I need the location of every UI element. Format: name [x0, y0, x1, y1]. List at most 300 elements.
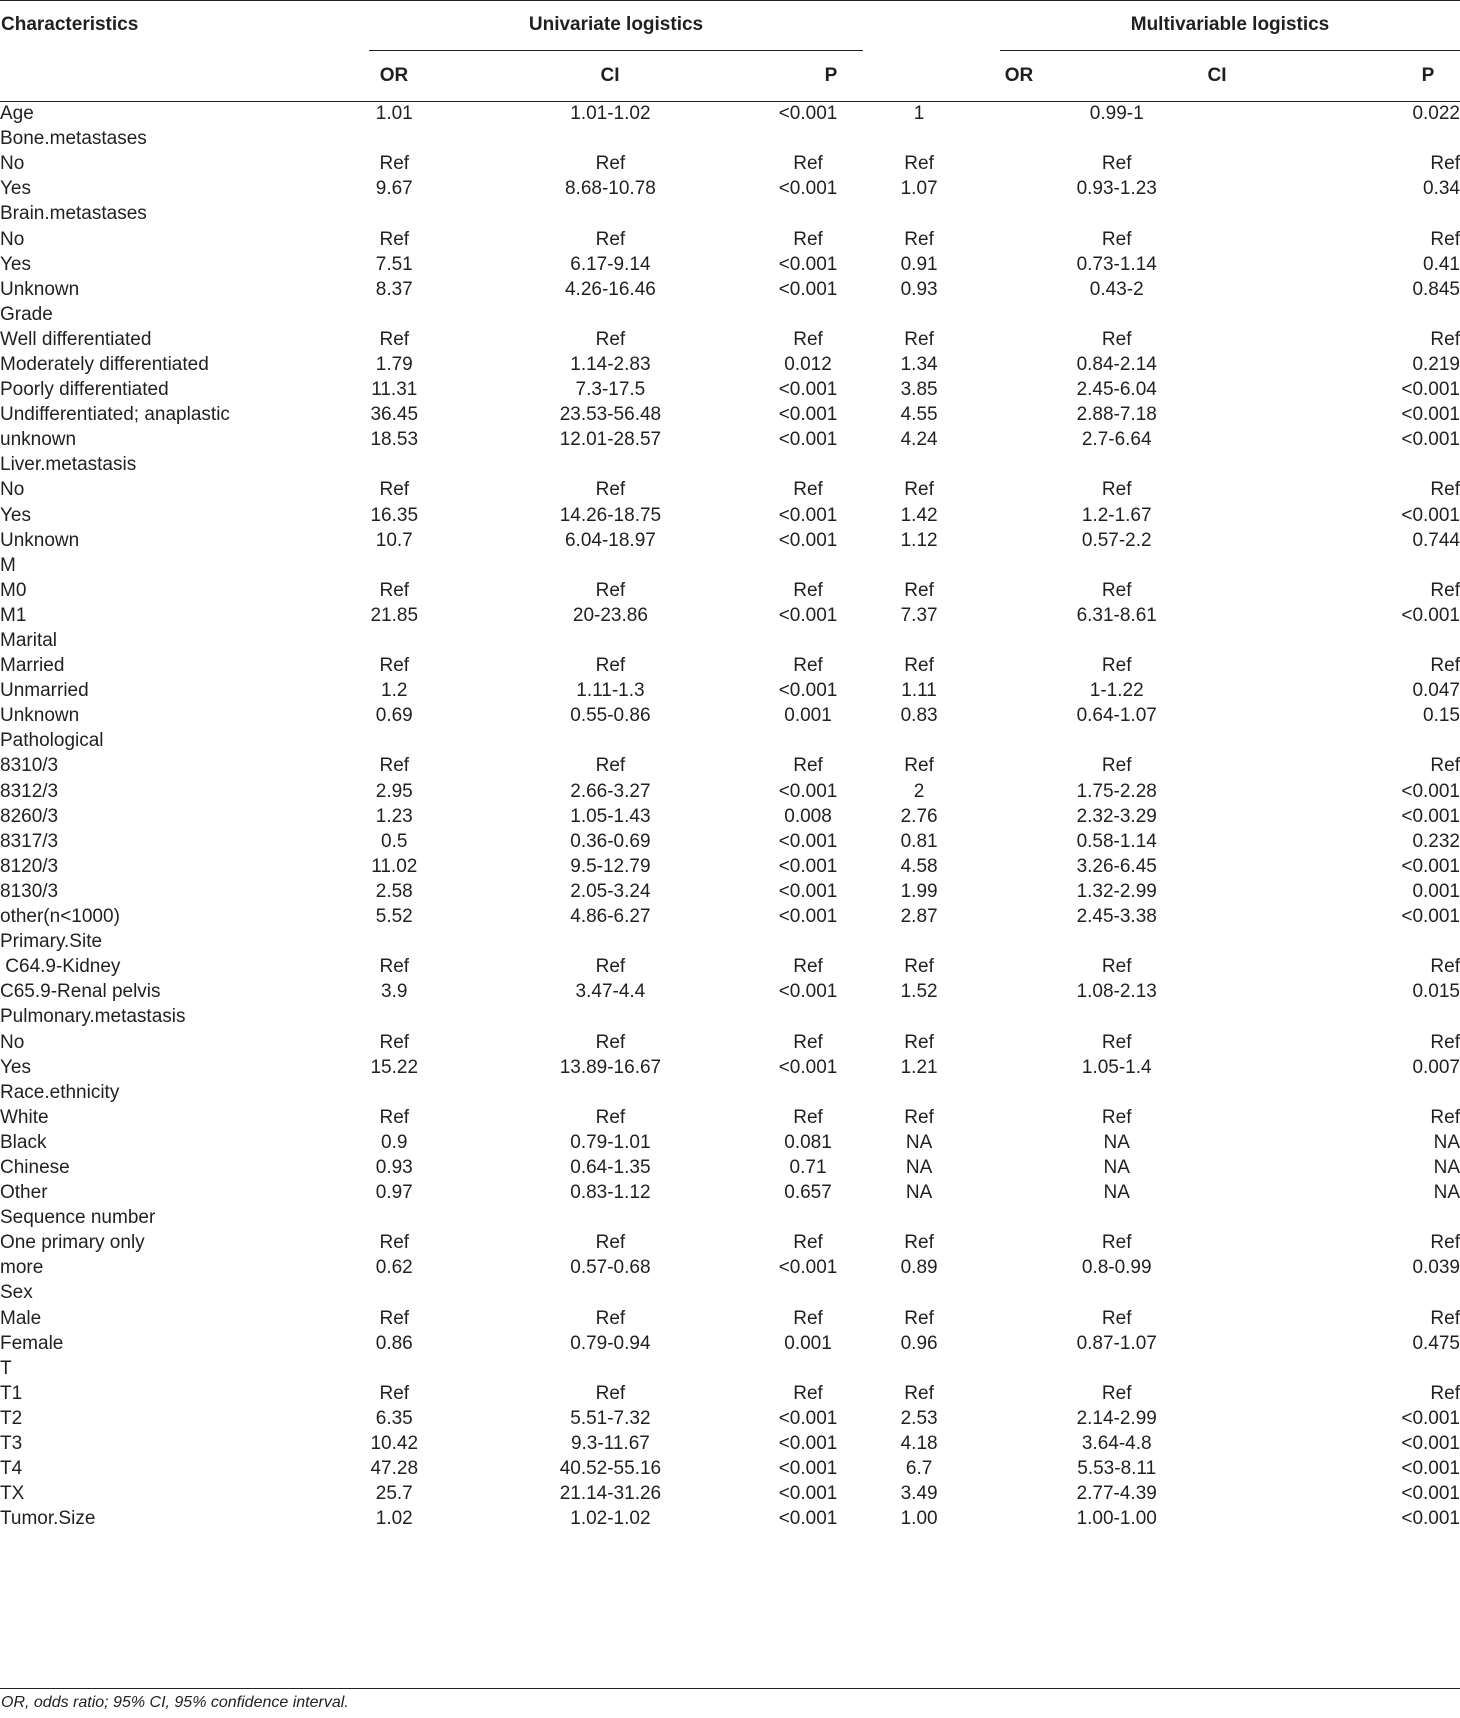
univariate-p-cell: Ref	[793, 1106, 823, 1128]
univariate-ci-cell: Ref	[595, 228, 626, 250]
univariate-or-cell: Ref	[379, 1106, 410, 1128]
multivariable-ci-cell: 1.05-1.4	[1081, 1056, 1152, 1078]
multivariable-p-cell: <0.001	[1401, 1483, 1460, 1505]
multivariable-ci-cell: Ref	[1101, 1307, 1132, 1329]
univariate-p-cell	[753, 728, 864, 753]
multivariable-ci-cell: Ref	[1101, 228, 1132, 250]
univariate-ci-cell: Ref	[595, 153, 626, 175]
table-row	[0, 678, 1460, 703]
table-row	[0, 1331, 1460, 1356]
multivariable-or-cell: NA	[905, 1131, 933, 1153]
univariate-or-cell: 7.51	[375, 253, 413, 275]
multivariable-ci-cell	[975, 1004, 1259, 1029]
univariate-or-cell: 47.28	[370, 1458, 419, 1480]
multivariable-p-cell: NA	[1433, 1156, 1460, 1178]
table-row	[0, 1180, 1460, 1205]
univariate-or-cell: 0.86	[375, 1332, 413, 1354]
multivariable-p-cell: Ref	[1430, 579, 1460, 601]
row-label-cell: Primary.Site	[0, 931, 103, 953]
multivariable-ci-cell: 2.7-6.64	[1081, 429, 1152, 451]
row-label-cell: Unknown	[0, 278, 80, 300]
header-multivariable: Multivariable logistics	[1130, 14, 1330, 35]
multivariable-p-cell: 0.022	[1412, 103, 1460, 125]
footnote: OR, odds ratio; 95% CI, 95% confidence interval.	[1, 1694, 349, 1711]
univariate-p-cell: 0.008	[784, 805, 832, 827]
row-label-cell: Sequence number	[0, 1207, 156, 1229]
univariate-ci-cell	[468, 728, 752, 753]
table-row	[0, 402, 1460, 427]
univariate-ci-cell	[468, 1356, 752, 1381]
univariate-p-cell: Ref	[793, 328, 823, 350]
univariate-p-cell: Ref	[793, 956, 823, 978]
multivariable-p-cell	[1259, 1356, 1460, 1381]
univariate-ci-cell	[468, 1280, 752, 1305]
multivariable-or-cell: 0.93	[900, 278, 938, 300]
row-label-cell: Black	[0, 1131, 47, 1153]
univariate-p-cell: <0.001	[778, 103, 838, 125]
univariate-ci-cell: 1.14-2.83	[570, 353, 651, 375]
univariate-or-cell: Ref	[379, 1031, 410, 1053]
row-label-cell: No	[0, 153, 25, 175]
multivariable-p-cell: 0.001	[1412, 880, 1460, 902]
row-label-cell: No	[0, 228, 25, 250]
row-label-cell: 8317/3	[0, 830, 59, 852]
row-label-cell: 8310/3	[0, 755, 59, 777]
multivariable-p-cell: <0.001	[1401, 1407, 1460, 1429]
univariate-p-cell: <0.001	[778, 278, 838, 300]
table-row	[0, 1506, 1460, 1531]
table-row	[0, 854, 1460, 879]
table-row	[0, 1255, 1460, 1280]
univariate-or-cell: 2.58	[375, 880, 413, 902]
multivariable-or-cell	[864, 1356, 975, 1381]
header-characteristics: Characteristics	[1, 14, 139, 35]
row-label-cell: Pulmonary.metastasis	[0, 1006, 186, 1028]
univariate-ci-cell: Ref	[595, 579, 626, 601]
multivariable-p-cell: 0.41	[1423, 253, 1460, 275]
multivariable-ci-cell: 2.14-2.99	[1076, 1407, 1157, 1429]
multivariable-ci-cell: 0.93-1.23	[1076, 178, 1157, 200]
multivariable-ci-cell: 3.26-6.45	[1076, 855, 1157, 877]
row-label-cell: Brain.metastases	[0, 203, 147, 225]
multivariable-p-cell	[1259, 1280, 1460, 1305]
row-label-cell: T4	[0, 1458, 23, 1480]
row-label-cell: T2	[0, 1407, 23, 1429]
header-univariate-or: OR	[379, 65, 409, 86]
multivariable-ci-cell	[975, 1356, 1259, 1381]
multivariable-ci-cell: 1.2-1.67	[1081, 504, 1152, 526]
table-row	[0, 252, 1460, 277]
univariate-or-cell: Ref	[379, 655, 410, 677]
univariate-ci-cell: Ref	[595, 1031, 626, 1053]
row-label-cell: Moderately differentiated	[0, 353, 209, 375]
multivariable-ci-cell	[975, 1080, 1259, 1105]
multivariable-or-cell: 1.52	[900, 981, 938, 1003]
univariate-or-cell	[320, 1080, 468, 1105]
univariate-ci-cell: 0.79-1.01	[570, 1131, 651, 1153]
multivariable-ci-cell: Ref	[1101, 479, 1132, 501]
univariate-ci-cell: 0.64-1.35	[570, 1156, 651, 1178]
univariate-or-cell	[320, 728, 468, 753]
univariate-ci-cell: Ref	[595, 1232, 626, 1254]
multivariable-or-cell: Ref	[904, 579, 934, 601]
row-label-cell: Married	[0, 655, 65, 677]
univariate-ci-cell	[468, 302, 752, 327]
multivariable-p-cell	[1259, 929, 1460, 954]
univariate-ci-cell: 0.57-0.68	[570, 1257, 651, 1279]
multivariable-ci-cell: 2.32-3.29	[1076, 805, 1157, 827]
row-label-cell: Well differentiated	[0, 328, 152, 350]
univariate-or-cell: 10.7	[375, 529, 413, 551]
multivariable-or-cell	[864, 302, 975, 327]
multivariable-p-cell: <0.001	[1401, 429, 1460, 451]
multivariable-ci-cell	[975, 628, 1259, 653]
table-row	[0, 753, 1460, 778]
univariate-ci-cell: 13.89-16.67	[559, 1056, 662, 1078]
row-label-cell: Bone.metastases	[0, 128, 147, 150]
multivariable-p-cell: 0.015	[1412, 981, 1460, 1003]
table-row	[0, 603, 1460, 628]
univariate-p-cell	[753, 201, 864, 226]
table-row	[0, 1481, 1460, 1506]
table-row	[0, 929, 1460, 954]
table-row	[0, 528, 1460, 553]
row-label-cell: C65.9-Renal pelvis	[0, 981, 161, 1003]
univariate-or-cell: 0.9	[381, 1131, 408, 1153]
multivariable-ci-cell: Ref	[1101, 655, 1132, 677]
univariate-or-cell	[320, 1004, 468, 1029]
row-label-cell: Unknown	[0, 705, 80, 727]
univariate-ci-cell	[468, 553, 752, 578]
multivariable-ci-cell: NA	[1103, 1131, 1130, 1153]
univariate-ci-cell: 12.01-28.57	[559, 429, 662, 451]
univariate-ci-cell: 6.17-9.14	[570, 253, 651, 275]
multivariable-ci-cell: 0.58-1.14	[1076, 830, 1157, 852]
table-row	[0, 1130, 1460, 1155]
multivariable-or-cell: Ref	[904, 1232, 934, 1254]
multivariable-p-cell: 0.232	[1412, 830, 1460, 852]
row-label-cell: 8120/3	[0, 855, 59, 877]
multivariable-ci-cell: 0.64-1.07	[1076, 705, 1157, 727]
univariate-p-cell	[753, 1205, 864, 1230]
univariate-or-cell: Ref	[379, 1307, 410, 1329]
multivariable-p-cell	[1259, 553, 1460, 578]
univariate-or-cell: 10.42	[370, 1433, 419, 1455]
row-label-cell: unknown	[0, 429, 77, 451]
table-row	[0, 377, 1460, 402]
univariate-p-cell: 0.001	[784, 705, 832, 727]
multivariable-ci-cell	[975, 1205, 1259, 1230]
univariate-p-cell: <0.001	[778, 1483, 838, 1505]
univariate-ci-cell: 4.86-6.27	[570, 906, 651, 928]
table-row	[0, 176, 1460, 201]
table-row	[0, 1105, 1460, 1130]
row-label-cell: Marital	[0, 630, 58, 652]
univariate-p-cell	[753, 302, 864, 327]
univariate-ci-cell: 1.11-1.3	[576, 680, 645, 702]
univariate-or-cell: 0.93	[375, 1156, 413, 1178]
multivariable-ci-cell: Ref	[1101, 1031, 1132, 1053]
table-row	[0, 477, 1460, 502]
univariate-or-cell	[320, 553, 468, 578]
multivariable-p-cell: NA	[1433, 1131, 1460, 1153]
univariate-or-cell: Ref	[379, 956, 410, 978]
multivariable-p-cell: <0.001	[1401, 805, 1460, 827]
multivariable-ci-cell: Ref	[1101, 1106, 1132, 1128]
multivariable-ci-cell: 0.57-2.2	[1081, 529, 1152, 551]
multivariable-or-cell: 2.53	[900, 1407, 938, 1429]
table-row	[0, 879, 1460, 904]
header-univariate-ci: CI	[600, 65, 620, 86]
multivariable-or-cell: 7.37	[900, 604, 938, 626]
multivariable-p-cell: <0.001	[1401, 1433, 1460, 1455]
univariate-or-cell	[320, 201, 468, 226]
header-multivariable-p: P	[1421, 65, 1435, 86]
univariate-or-cell: 6.35	[375, 1407, 413, 1429]
table-row	[0, 327, 1460, 352]
univariate-or-cell: 25.7	[375, 1483, 413, 1505]
univariate-ci-cell: 23.53-56.48	[559, 404, 662, 426]
univariate-ci-cell: Ref	[595, 755, 626, 777]
multivariable-ci-cell: 1.00-1.00	[1076, 1508, 1157, 1530]
univariate-ci-cell: 0.55-0.86	[570, 705, 651, 727]
table-row	[0, 1356, 1460, 1381]
multivariable-or-cell: Ref	[904, 479, 934, 501]
row-label-cell: M	[0, 554, 16, 576]
multivariable-p-cell: <0.001	[1401, 906, 1460, 928]
univariate-p-cell	[753, 1280, 864, 1305]
row-label-cell: Male	[0, 1307, 42, 1329]
row-label-cell: Yes	[0, 253, 31, 275]
multivariable-p-cell: 0.475	[1412, 1332, 1460, 1354]
univariate-or-cell: 18.53	[370, 429, 419, 451]
univariate-p-cell: <0.001	[778, 880, 838, 902]
univariate-or-cell	[320, 1205, 468, 1230]
row-label-cell: Pathological	[0, 730, 104, 752]
univariate-ci-cell: Ref	[595, 1382, 626, 1404]
row-label-cell: more	[0, 1257, 44, 1279]
univariate-or-cell: 1.02	[375, 1508, 413, 1530]
multivariable-p-cell: Ref	[1430, 1031, 1460, 1053]
univariate-ci-cell: 1.02-1.02	[570, 1508, 651, 1530]
univariate-ci-cell: Ref	[595, 1307, 626, 1329]
bottom-rule	[0, 1688, 1460, 1689]
multivariable-p-cell	[1259, 628, 1460, 653]
multivariable-ci-cell: 2.45-3.38	[1076, 906, 1157, 928]
multivariable-ci-cell: 1-1.22	[1089, 680, 1144, 702]
multivariable-or-cell: 1.21	[900, 1056, 938, 1078]
table-row	[0, 1381, 1460, 1406]
univariate-or-cell: Ref	[379, 153, 410, 175]
table-row	[0, 779, 1460, 804]
univariate-p-cell	[753, 126, 864, 151]
univariate-p-cell: Ref	[793, 1232, 823, 1254]
univariate-or-cell: Ref	[379, 579, 410, 601]
univariate-p-cell: <0.001	[778, 178, 838, 200]
multivariable-p-cell	[1259, 1205, 1460, 1230]
multivariable-ci-cell: 5.53-8.11	[1077, 1458, 1157, 1480]
univariate-p-cell: <0.001	[778, 1056, 838, 1078]
row-label-cell: 8260/3	[0, 805, 59, 827]
multivariable-or-cell: 1.07	[900, 178, 938, 200]
row-label-cell: Tumor.Size	[0, 1508, 96, 1530]
multivariable-p-cell: Ref	[1430, 755, 1460, 777]
univariate-p-cell: 0.001	[784, 1332, 832, 1354]
multivariable-or-cell: 4.58	[900, 855, 938, 877]
univariate-p-cell: Ref	[793, 1031, 823, 1053]
table-row	[0, 954, 1460, 979]
multivariable-or-cell: 1.11	[901, 680, 937, 702]
multivariable-or-cell: Ref	[904, 755, 934, 777]
univariate-or-cell: Ref	[379, 1232, 410, 1254]
univariate-or-cell: 15.22	[370, 1056, 419, 1078]
multivariable-or-cell: Ref	[904, 1307, 934, 1329]
multivariable-ci-cell: 0.8-0.99	[1081, 1257, 1152, 1279]
multivariable-p-cell: Ref	[1430, 479, 1460, 501]
multivariable-p-cell: Ref	[1430, 1106, 1460, 1128]
univariate-ci-cell: 40.52-55.16	[559, 1458, 662, 1480]
univariate-p-cell	[753, 929, 864, 954]
univariate-or-cell: Ref	[379, 228, 410, 250]
multivariable-or-cell	[864, 201, 975, 226]
univariate-ci-cell	[468, 929, 752, 954]
univariate-p-cell: <0.001	[778, 906, 838, 928]
multivariable-ci-cell	[975, 929, 1259, 954]
table-row	[0, 1280, 1460, 1305]
univariate-or-cell: 2.95	[375, 780, 413, 802]
multivariable-p-cell: <0.001	[1401, 604, 1460, 626]
table-row	[0, 352, 1460, 377]
univariate-or-cell	[320, 452, 468, 477]
multivariable-or-cell: 4.24	[900, 429, 938, 451]
univariate-or-cell: 9.67	[375, 178, 413, 200]
univariate-p-cell: Ref	[793, 153, 823, 175]
multivariable-ci-cell: 6.31-8.61	[1076, 604, 1157, 626]
univariate-p-cell: <0.001	[778, 1433, 838, 1455]
multivariable-or-cell: NA	[905, 1156, 933, 1178]
table-row	[0, 226, 1460, 251]
multivariable-ci-cell: 3.64-4.8	[1081, 1433, 1152, 1455]
univariate-or-cell: 11.02	[371, 855, 418, 877]
univariate-or-cell: 11.31	[371, 379, 418, 401]
row-label-cell: Sex	[0, 1282, 33, 1304]
univariate-or-cell	[320, 1280, 468, 1305]
multivariable-p-cell: Ref	[1430, 1382, 1460, 1404]
multivariable-underline	[1000, 50, 1460, 51]
univariate-ci-cell: 20-23.86	[572, 604, 648, 626]
multivariable-ci-cell: 0.99-1	[1089, 103, 1144, 125]
multivariable-p-cell: <0.001	[1401, 780, 1460, 802]
row-label-cell: Yes	[0, 1056, 31, 1078]
multivariable-or-cell: 4.55	[900, 404, 938, 426]
univariate-p-cell: <0.001	[778, 1257, 838, 1279]
multivariable-or-cell	[864, 929, 975, 954]
row-label-cell: No	[0, 1031, 25, 1053]
univariate-or-cell: Ref	[379, 328, 410, 350]
univariate-ci-cell: 9.3-11.67	[570, 1433, 650, 1455]
univariate-p-cell	[753, 553, 864, 578]
univariate-p-cell: <0.001	[778, 855, 838, 877]
table-row	[0, 628, 1460, 653]
row-label-cell: other(n<1000)	[0, 906, 120, 928]
univariate-ci-cell: 14.26-18.75	[559, 504, 662, 526]
table-row	[0, 1004, 1460, 1029]
multivariable-ci-cell	[975, 728, 1259, 753]
univariate-ci-cell	[468, 452, 752, 477]
multivariable-p-cell: Ref	[1430, 153, 1460, 175]
row-label-cell: M0	[0, 579, 27, 601]
multivariable-or-cell: 4.18	[900, 1433, 938, 1455]
row-label-cell: 8130/3	[0, 880, 59, 902]
multivariable-p-cell	[1259, 201, 1460, 226]
multivariable-or-cell: 1.00	[900, 1508, 938, 1530]
univariate-or-cell	[320, 929, 468, 954]
univariate-or-cell: 3.9	[381, 981, 408, 1003]
multivariable-p-cell: 0.34	[1423, 178, 1460, 200]
univariate-or-cell: 1.01	[375, 103, 413, 125]
multivariable-ci-cell: 0.73-1.14	[1076, 253, 1157, 275]
table-row	[0, 804, 1460, 829]
row-label-cell: No	[0, 479, 25, 501]
univariate-or-cell: 16.35	[370, 504, 419, 526]
univariate-p-cell: Ref	[793, 755, 823, 777]
univariate-ci-cell: 4.26-16.46	[564, 278, 656, 300]
multivariable-p-cell: <0.001	[1401, 1508, 1460, 1530]
multivariable-ci-cell: 2.77-4.39	[1076, 1483, 1157, 1505]
multivariable-p-cell: <0.001	[1401, 1458, 1460, 1480]
table-row	[0, 452, 1460, 477]
univariate-ci-cell: 1.01-1.02	[570, 103, 651, 125]
table-row	[0, 578, 1460, 603]
table-row	[0, 1205, 1460, 1230]
univariate-p-cell: Ref	[793, 1307, 823, 1329]
univariate-p-cell: <0.001	[778, 1508, 838, 1530]
univariate-ci-cell: Ref	[595, 328, 626, 350]
univariate-p-cell: <0.001	[778, 529, 838, 551]
univariate-p-cell: <0.001	[778, 604, 838, 626]
row-label-cell: Other	[0, 1182, 48, 1204]
multivariable-ci-cell: Ref	[1101, 1382, 1132, 1404]
table-row	[0, 1029, 1460, 1054]
row-label-cell: Chinese	[0, 1156, 70, 1178]
univariate-ci-cell: 0.36-0.69	[570, 830, 651, 852]
univariate-p-cell: <0.001	[778, 780, 838, 802]
table-row	[0, 829, 1460, 854]
multivariable-or-cell	[864, 452, 975, 477]
multivariable-p-cell: 0.007	[1412, 1056, 1460, 1078]
multivariable-ci-cell: 2.45-6.04	[1076, 379, 1157, 401]
univariate-p-cell: 0.657	[784, 1182, 832, 1204]
univariate-p-cell: <0.001	[778, 379, 838, 401]
multivariable-or-cell	[864, 1080, 975, 1105]
table-row	[0, 1230, 1460, 1255]
univariate-p-cell: <0.001	[778, 253, 838, 275]
multivariable-or-cell: Ref	[904, 328, 934, 350]
multivariable-ci-cell: Ref	[1101, 956, 1132, 978]
table-row	[0, 302, 1460, 327]
univariate-p-cell: Ref	[793, 228, 823, 250]
univariate-ci-cell	[468, 126, 752, 151]
multivariable-ci-cell	[975, 1280, 1259, 1305]
table-row	[0, 151, 1460, 176]
univariate-ci-cell	[468, 1004, 752, 1029]
multivariable-ci-cell: 1.08-2.13	[1076, 981, 1157, 1003]
univariate-p-cell	[753, 1356, 864, 1381]
univariate-ci-cell: Ref	[595, 655, 626, 677]
univariate-p-cell: 0.081	[784, 1131, 832, 1153]
univariate-or-cell: Ref	[379, 1382, 410, 1404]
multivariable-p-cell: NA	[1433, 1182, 1460, 1204]
